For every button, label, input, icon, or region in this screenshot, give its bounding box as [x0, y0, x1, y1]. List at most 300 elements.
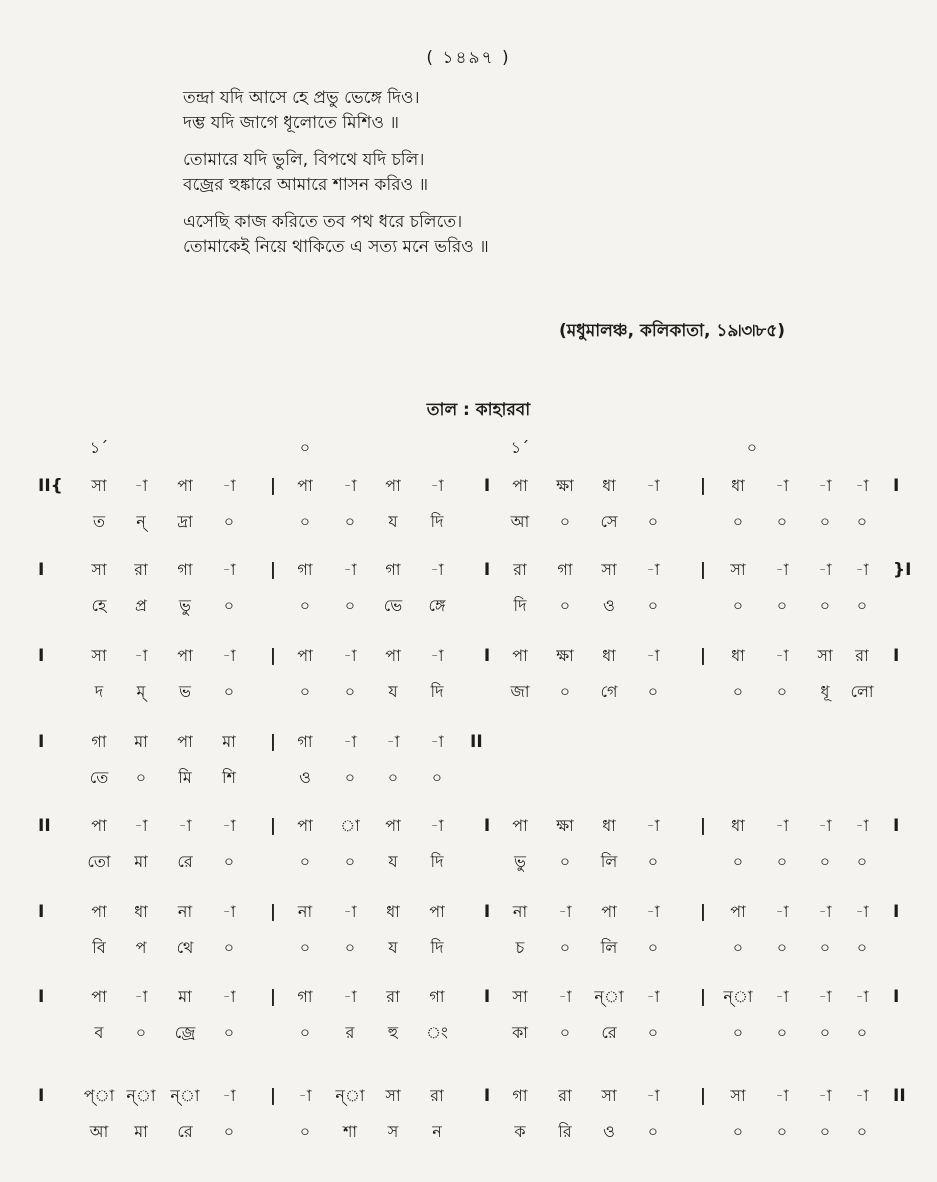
lyric-syllable: চ	[515, 938, 525, 957]
lyric-syllable: ০	[819, 596, 831, 615]
notation-row	[0, 641, 937, 671]
section-marker-left: I	[38, 1086, 45, 1106]
note: সা	[730, 1086, 746, 1105]
bar-separator: |	[699, 476, 707, 496]
note: -া	[646, 1086, 660, 1105]
lyric-syllable: ০	[299, 596, 311, 615]
lyric-syllable: দি	[430, 682, 444, 701]
lyric-syllable: লি	[600, 852, 618, 871]
note: -া	[855, 560, 869, 579]
note: রা	[134, 560, 148, 579]
lyric-syllable: ০	[776, 938, 788, 957]
section-marker-right: I	[893, 902, 900, 922]
lyric-syllable: ০	[856, 512, 868, 531]
note: -া	[222, 902, 236, 921]
lyric-syllable: গে	[600, 682, 618, 701]
note: -া	[430, 816, 444, 835]
lyric-syllable: জা	[510, 682, 530, 701]
lyric-line: তন্দ্রা যদি আসে হে প্রভু ভেঙ্গে দিও।	[183, 88, 420, 108]
song-lyrics	[183, 86, 843, 260]
lyric-syllable: ০	[344, 852, 356, 871]
lyric-syllable: ০	[819, 1023, 831, 1042]
note: ন্া	[723, 987, 753, 1006]
lyric-syllable: ও	[603, 1122, 615, 1141]
lyric-syllable: ০	[299, 852, 311, 871]
lyric-syllable: ০	[647, 596, 659, 615]
lyric-syllable-row	[0, 677, 937, 707]
note: পা	[297, 476, 313, 495]
note: পা	[91, 987, 107, 1006]
lyric-syllable: থে	[176, 938, 194, 957]
lyric-line: দম্ভ যদি জাগে ধূলোতে মিশিও ॥	[183, 113, 399, 133]
note: পা	[91, 816, 107, 835]
note: -া	[222, 646, 236, 665]
note: -া	[298, 1086, 312, 1105]
bar-separator: |	[269, 987, 277, 1007]
lyric-syllable: ০	[732, 682, 744, 701]
notation-row	[0, 471, 937, 501]
note: সা	[91, 476, 107, 495]
note: -া	[222, 1086, 236, 1105]
lyric-syllable: ০	[856, 938, 868, 957]
section-marker-left: I	[38, 560, 45, 580]
note: ধা	[134, 902, 148, 921]
bar-separator: I	[483, 987, 491, 1007]
lyric-syllable: ০	[819, 1122, 831, 1141]
note: ক্ষা	[556, 816, 574, 835]
lyric-syllable: শা	[342, 1122, 358, 1141]
lyric-syllable: ০	[856, 1122, 868, 1141]
bar-separator: |	[269, 476, 277, 496]
note: -া	[134, 816, 148, 835]
beat-marker: ০	[746, 438, 758, 457]
note: ন্া	[335, 1086, 365, 1105]
note: ন্া	[170, 1086, 200, 1105]
note: -া	[818, 987, 832, 1006]
lyric-syllable: আ	[510, 512, 530, 531]
note: প্া	[83, 1086, 115, 1105]
lyric-syllable-row	[0, 1117, 937, 1147]
lyric-syllable: জ্রে	[174, 1023, 196, 1042]
note: -া	[222, 987, 236, 1006]
source-citation: (মধুমালঞ্চ, কলিকাতা, ১৯৷৩৷৮৫)	[559, 321, 785, 341]
note: -া	[646, 560, 660, 579]
note: -া	[430, 476, 444, 495]
note: পা	[91, 902, 107, 921]
lyric-syllable: ং	[426, 1023, 448, 1042]
note: ধা	[731, 646, 745, 665]
lyric-syllable: দি	[430, 512, 444, 531]
lyric-syllable: ঙ্গে	[428, 596, 446, 615]
note: সা	[817, 646, 833, 665]
note: -া	[222, 560, 236, 579]
note: -া	[646, 902, 660, 921]
lyric-syllable: সে	[600, 512, 618, 531]
section-marker-right: }I	[893, 560, 912, 580]
lyric-syllable: লি	[600, 938, 618, 957]
lyric-syllable: ০	[776, 682, 788, 701]
note: -া	[775, 816, 789, 835]
section-marker-right: I	[893, 987, 900, 1007]
lyric-syllable-row	[0, 847, 937, 877]
lyric-syllable: মি	[178, 768, 192, 787]
note: রা	[513, 560, 527, 579]
lyric-syllable: র	[345, 1023, 355, 1042]
note: -া	[855, 987, 869, 1006]
note: -া	[558, 987, 572, 1006]
lyric-syllable: ০	[647, 1023, 659, 1042]
lyric-syllable: কা	[512, 1023, 528, 1042]
lyric-syllable: ব	[94, 1023, 104, 1042]
bar-separator: I	[483, 560, 491, 580]
notation-row	[0, 555, 937, 585]
lyric-line: তোমারে যদি ভুলি, বিপথে যদি চলি।	[183, 150, 425, 170]
beat-marker: ১´	[89, 438, 109, 457]
lyric-syllable: ০	[732, 1023, 744, 1042]
note: -া	[775, 1086, 789, 1105]
note: ধা	[731, 816, 745, 835]
bar-separator: |	[269, 560, 277, 580]
lyric-syllable: দ	[94, 682, 104, 701]
note: সা	[91, 560, 107, 579]
section-marker-left: I	[38, 732, 45, 752]
note: পা	[512, 816, 528, 835]
bar-separator: |	[269, 816, 277, 836]
note: -া	[818, 902, 832, 921]
lyric-syllable: ০	[299, 938, 311, 957]
lyric-syllable: দি	[513, 596, 527, 615]
bar-separator: |	[699, 987, 707, 1007]
note: -া	[343, 560, 357, 579]
note: -া	[430, 646, 444, 665]
lyric-syllable: ০	[344, 938, 356, 957]
lyric-line: বজ্রের হুঙ্কারে আমারে শাসন করিও ॥	[183, 175, 429, 195]
lyric-syllable: রি	[558, 1122, 572, 1141]
lyric-syllable: ০	[299, 682, 311, 701]
note: না	[297, 902, 313, 921]
note: সা	[385, 1086, 401, 1105]
lyric-syllable: ০	[732, 512, 744, 531]
lyric-syllable: ০	[819, 938, 831, 957]
note: সা	[512, 987, 528, 1006]
lyric-syllable: ০	[776, 852, 788, 871]
note: পা	[177, 646, 193, 665]
note: -া	[343, 646, 357, 665]
lyric-syllable: ০	[344, 596, 356, 615]
lyric-syllable: ত	[92, 512, 105, 531]
lyric-syllable: মা	[134, 1122, 148, 1141]
note: -া	[818, 560, 832, 579]
note: গা	[512, 1086, 528, 1105]
bar-separator: |	[269, 1086, 277, 1106]
lyric-syllable: প	[135, 938, 147, 957]
lyric-syllable-row	[0, 1018, 937, 1048]
lyric-syllable: প্র	[135, 596, 147, 615]
note: রা	[430, 1086, 444, 1105]
beat-marker: ০	[299, 438, 311, 457]
section-marker-right: I	[893, 646, 900, 666]
note: গা	[297, 560, 313, 579]
bar-separator: |	[699, 646, 707, 666]
note: পা	[512, 476, 528, 495]
lyric-syllable: ন	[432, 1122, 442, 1141]
lyric-syllable: ০	[732, 1122, 744, 1141]
note: ধা	[386, 902, 400, 921]
note: সা	[601, 1086, 617, 1105]
note: ধা	[731, 476, 745, 495]
lyric-syllable-row	[0, 763, 937, 793]
beat-marker-row	[0, 433, 937, 463]
lyric-syllable: ০	[776, 596, 788, 615]
note: -া	[430, 560, 444, 579]
notation-row	[0, 897, 937, 927]
note: গা	[385, 560, 401, 579]
lyric-syllable: য	[388, 682, 398, 701]
lyric-syllable: ভু	[514, 852, 526, 871]
section-marker-right: II	[470, 732, 483, 752]
note: -া	[222, 476, 236, 495]
lyric-syllable: ০	[299, 512, 311, 531]
note: -া	[222, 816, 236, 835]
lyric-line: তোমাকেই নিয়ে থাকিতে এ সত্য মনে ভরিও ॥	[183, 237, 489, 257]
note: পা	[429, 902, 445, 921]
note: া	[340, 816, 360, 835]
note: -া	[343, 476, 357, 495]
lyric-syllable: শি	[221, 768, 237, 787]
lyric-syllable: ০	[223, 852, 235, 871]
lyric-syllable: ০	[819, 852, 831, 871]
lyric-syllable: ০	[856, 596, 868, 615]
note: -া	[646, 476, 660, 495]
lyric-syllable: ০	[776, 1122, 788, 1141]
note: -া	[775, 646, 789, 665]
lyric-syllable: স	[387, 1122, 399, 1141]
note: ক্ষা	[556, 476, 574, 495]
note: -া	[343, 732, 357, 751]
note: -া	[386, 732, 400, 751]
lyric-syllable: ০	[135, 1023, 147, 1042]
note: -া	[855, 476, 869, 495]
lyric-syllable: ০	[776, 1023, 788, 1042]
bar-separator: |	[269, 646, 277, 666]
note: সা	[601, 560, 617, 579]
note: পা	[297, 816, 313, 835]
lyric-syllable: মা	[134, 852, 148, 871]
lyric-syllable: ভ	[179, 682, 191, 701]
lyric-syllable: ০	[559, 512, 571, 531]
lyric-syllable: ০	[559, 852, 571, 871]
note: পা	[385, 476, 401, 495]
lyric-syllable: তে	[89, 768, 109, 787]
note: -া	[343, 902, 357, 921]
note: গা	[429, 987, 445, 1006]
note: না	[177, 902, 193, 921]
note: -া	[134, 476, 148, 495]
lyric-syllable: য	[388, 512, 398, 531]
note: রা	[855, 646, 869, 665]
lyric-syllable: ০	[344, 512, 356, 531]
lyric-syllable: রে	[177, 852, 193, 871]
note: -া	[430, 732, 444, 751]
bar-separator: I	[483, 1086, 491, 1106]
lyric-syllable: ক	[514, 1122, 526, 1141]
lyric-line: এসেছি কাজ করিতে তব পথ ধরে চলিতে।	[183, 212, 463, 232]
lyric-syllable: হে	[91, 596, 107, 615]
lyric-syllable: ০	[776, 512, 788, 531]
lyric-syllable: আ	[89, 1122, 109, 1141]
lyric-syllable: ০	[223, 938, 235, 957]
section-marker-right: I	[893, 816, 900, 836]
note: -া	[134, 646, 148, 665]
note: পা	[730, 902, 746, 921]
lyric-syllable: বি	[92, 938, 106, 957]
note: পা	[177, 476, 193, 495]
bar-separator: I	[483, 476, 491, 496]
lyric-syllable: দ্রা	[177, 512, 193, 531]
lyric-syllable: ০	[223, 682, 235, 701]
lyric-syllable-row	[0, 591, 937, 621]
lyric-syllable: ০	[647, 938, 659, 957]
bar-separator: I	[483, 646, 491, 666]
note: গা	[91, 732, 107, 751]
note: পা	[385, 816, 401, 835]
section-marker-left: I	[38, 646, 45, 666]
lyric-syllable: ন্	[136, 512, 146, 531]
lyric-syllable: হু	[387, 1023, 399, 1042]
note: ন্া	[126, 1086, 156, 1105]
bar-separator: |	[699, 902, 707, 922]
lyric-syllable: ও	[603, 596, 615, 615]
lyric-syllable: ০	[559, 1023, 571, 1042]
lyric-syllable: ০	[732, 938, 744, 957]
lyric-syllable: ০	[559, 682, 571, 701]
note: -া	[646, 816, 660, 835]
note: মা	[222, 732, 236, 751]
lyric-syllable: ০	[387, 768, 399, 787]
note: -া	[646, 987, 660, 1006]
note: গা	[177, 560, 193, 579]
note: -া	[775, 987, 789, 1006]
lyric-syllable: ম্	[136, 682, 146, 701]
lyric-syllable: ০	[559, 938, 571, 957]
section-marker-left: I	[38, 902, 45, 922]
page-number: ( ১৪৯৭ )	[426, 48, 511, 68]
lyric-syllable: ০	[647, 1122, 659, 1141]
lyric-syllable: ০	[223, 512, 235, 531]
notation-row	[0, 982, 937, 1012]
note: ধা	[602, 646, 616, 665]
note: মা	[134, 732, 148, 751]
note: ধা	[602, 476, 616, 495]
note: গা	[297, 732, 313, 751]
bar-separator: I	[483, 816, 491, 836]
lyric-syllable: ধূ	[820, 682, 830, 701]
taal-heading: তাল : কাহারবা	[426, 400, 531, 420]
lyric-syllable: ভু	[179, 596, 191, 615]
note: -া	[818, 1086, 832, 1105]
lyric-syllable: ০	[223, 1122, 235, 1141]
section-marker-right: II	[893, 1086, 906, 1106]
lyric-syllable: রে	[177, 1122, 193, 1141]
lyric-syllable: দি	[430, 852, 444, 871]
lyric-syllable: রে	[601, 1023, 617, 1042]
lyric-syllable: ০	[647, 512, 659, 531]
note: না	[512, 902, 528, 921]
bar-separator: |	[699, 560, 707, 580]
note: -া	[775, 560, 789, 579]
lyric-syllable: ০	[856, 852, 868, 871]
lyric-syllable: তো	[87, 852, 111, 871]
lyric-syllable-row	[0, 933, 937, 963]
lyric-syllable: ও	[299, 768, 311, 787]
note: পা	[177, 732, 193, 751]
note: -া	[558, 902, 572, 921]
lyric-syllable: ০	[647, 852, 659, 871]
lyric-syllable: ০	[223, 1023, 235, 1042]
note: সা	[91, 646, 107, 665]
lyric-syllable: লো	[850, 682, 874, 701]
lyric-syllable: ০	[732, 596, 744, 615]
note: -া	[775, 902, 789, 921]
note: -া	[134, 987, 148, 1006]
lyric-syllable: ০	[559, 596, 571, 615]
section-marker-right: I	[893, 476, 900, 496]
lyric-syllable: ০	[819, 512, 831, 531]
note: গা	[297, 987, 313, 1006]
note: -া	[818, 476, 832, 495]
section-marker-left: II	[38, 816, 51, 836]
lyric-syllable-row	[0, 507, 937, 537]
beat-marker: ১´	[510, 438, 530, 457]
section-marker-left: I	[38, 987, 45, 1007]
lyric-syllable: ০	[135, 768, 147, 787]
lyric-syllable: ০	[856, 1023, 868, 1042]
notation-row	[0, 1081, 937, 1111]
bar-separator: |	[269, 902, 277, 922]
note: সা	[730, 560, 746, 579]
note: -া	[855, 1086, 869, 1105]
lyric-syllable: ০	[344, 682, 356, 701]
note: ক্ষা	[556, 646, 574, 665]
bar-separator: I	[483, 902, 491, 922]
notation-row	[0, 811, 937, 841]
bar-separator: |	[269, 732, 277, 752]
note: মা	[178, 987, 192, 1006]
note: -া	[343, 987, 357, 1006]
lyric-syllable: দি	[430, 938, 444, 957]
bar-separator: |	[699, 1086, 707, 1106]
note: -া	[775, 476, 789, 495]
lyric-syllable: ০	[299, 1122, 311, 1141]
note: পা	[385, 646, 401, 665]
note: ধা	[602, 816, 616, 835]
note: রা	[386, 987, 400, 1006]
note: -া	[646, 646, 660, 665]
note: পা	[297, 646, 313, 665]
lyric-syllable: ০	[299, 1023, 311, 1042]
lyric-syllable: য	[388, 938, 398, 957]
note: -া	[855, 816, 869, 835]
section-marker-left: II{	[38, 476, 63, 496]
lyric-syllable: য	[388, 852, 398, 871]
note: ন্া	[594, 987, 624, 1006]
note: -া	[178, 816, 192, 835]
lyric-syllable: ০	[732, 852, 744, 871]
lyric-syllable: ০	[431, 768, 443, 787]
note: -া	[818, 816, 832, 835]
lyric-syllable: ০	[344, 768, 356, 787]
note: গা	[557, 560, 573, 579]
